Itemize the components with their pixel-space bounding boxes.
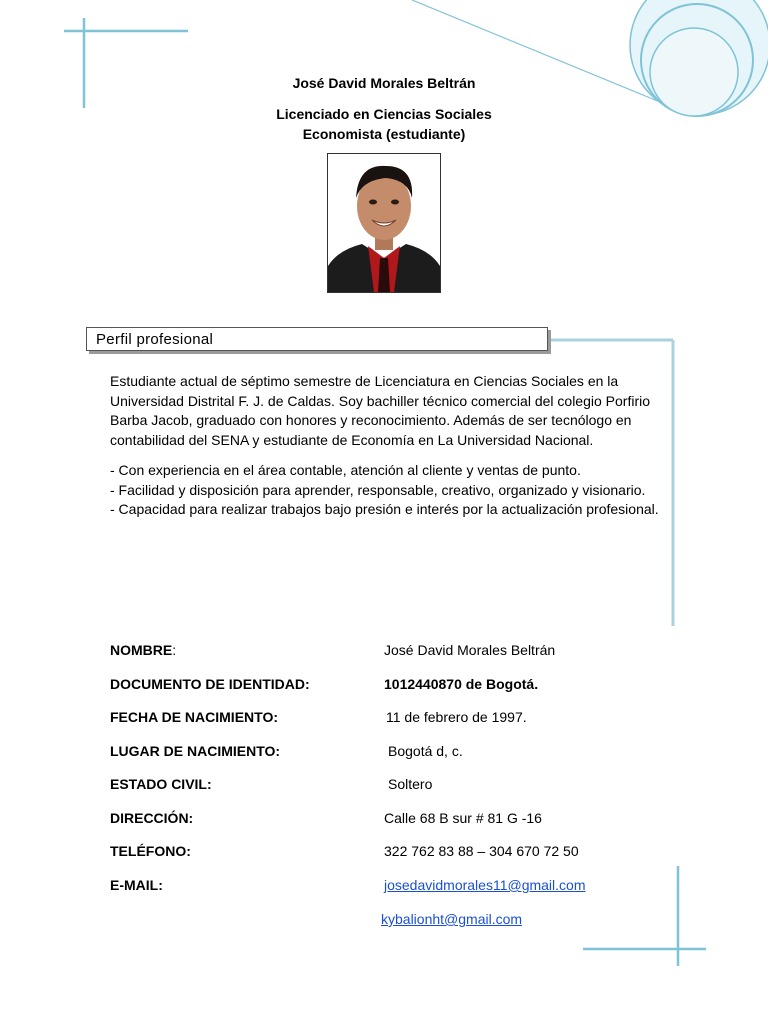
info-value: 322 762 83 88 – 304 670 72 50 xyxy=(384,843,579,859)
info-label: ESTADO CIVIL: xyxy=(110,776,212,792)
profile-text xyxy=(110,372,660,520)
info-label: LUGAR DE NACIMIENTO: xyxy=(110,743,281,759)
profile-bullet: - Con experiencia en el área contable, atención al cliente y ventas de punto. xyxy=(110,462,581,478)
info-row-documento xyxy=(110,676,670,696)
section-title-perfil: Perfil profesional xyxy=(86,327,548,351)
profile-bullet: - Facilidad y disposición para aprender, responsable, creativo, organizado y visionario. xyxy=(110,481,646,498)
study-title: Economista (estudiante) xyxy=(302,126,466,142)
profile-summary: Estudiante actual de séptimo semestre de Licenciatura en Ciencias Sociales en la Universidad Distrital F. J. de Caldas. Soy bachiller técnico comercial del colegio Porfirio Barba Jacob, graduado con honores y reconocimiento. Además de ser tecnólogo en contabilidad del SENA y estudiante de Economía en La Universidad Nacional. xyxy=(110,373,651,448)
profile-photo xyxy=(327,153,441,293)
info-value: José David Morales Beltrán xyxy=(384,642,556,658)
info-row-estado xyxy=(110,776,670,796)
info-row-nombre xyxy=(110,642,670,662)
info-row-telefono xyxy=(110,843,670,863)
email-link-secondary[interactable]: kybalionht@gmail.com xyxy=(381,911,523,927)
info-label: E-MAIL: xyxy=(110,877,163,893)
info-label: FECHA DE NACIMIENTO: xyxy=(110,709,278,725)
info-label: NOMBRE: xyxy=(110,642,177,658)
info-row-lugar xyxy=(110,743,670,763)
info-value: Bogotá d, c. xyxy=(388,743,463,759)
email-link-primary[interactable]: josedavidmorales11@gmail.com xyxy=(384,877,586,893)
profile-bullet: - Capacidad para realizar trabajos bajo presión e interés por la actualización profesional. xyxy=(110,501,659,517)
info-row-direccion xyxy=(110,810,670,830)
info-value: Calle 68 B sur # 81 G -16 xyxy=(384,810,542,826)
info-label: DIRECCIÓN: xyxy=(110,810,194,826)
info-label: DOCUMENTO DE IDENTIDAD: xyxy=(110,676,310,692)
info-value: Soltero xyxy=(388,776,433,792)
info-value: 1012440870 de Bogotá. xyxy=(384,676,539,692)
info-row-fecha xyxy=(110,709,670,729)
info-value: 11 de febrero de 1997. xyxy=(386,709,527,725)
info-label: TELÉFONO: xyxy=(110,843,191,859)
portrait-image xyxy=(328,154,440,292)
candidate-name: José David Morales Beltrán xyxy=(292,75,476,91)
info-row-email-secondary xyxy=(110,911,670,931)
info-row-email xyxy=(110,877,670,897)
degree-title: Licenciado en Ciencias Sociales xyxy=(276,106,492,122)
